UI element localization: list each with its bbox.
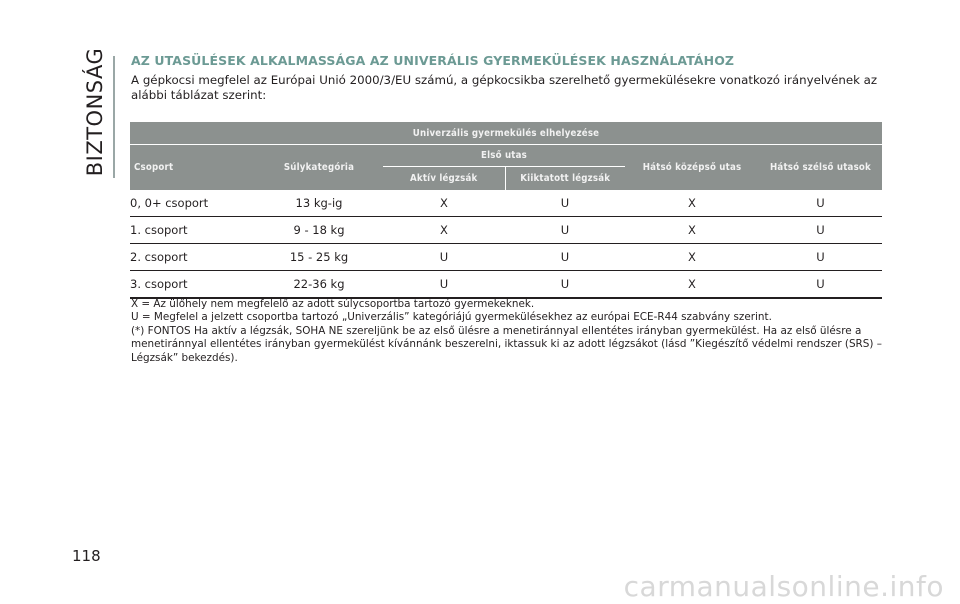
cell-rear-middle: X xyxy=(625,217,759,244)
cell-rear-middle: X xyxy=(625,244,759,271)
cell-weight: 13 kg-ig xyxy=(255,190,383,217)
cell-rear-side: U xyxy=(759,217,882,244)
cell-group: 2. csoport xyxy=(130,244,255,271)
table-row xyxy=(130,190,882,217)
cell-rear-side: U xyxy=(759,244,882,271)
header-rear-middle: Hátsó középső utas xyxy=(625,145,759,191)
intro-paragraph: A gépkocsi megfelel az Európai Unió 2000/3/EU számú, a gépkocsikba szerelhető gyermekülésekre vonatkozó irányelvének az alábbi táblázat szerint: xyxy=(131,73,878,102)
cell-airbag-active: X xyxy=(383,190,505,217)
header-rear-side: Hátsó szélső utasok xyxy=(759,145,882,191)
header-airbag-active: Aktív légzsák xyxy=(383,167,505,191)
cell-rear-middle: X xyxy=(625,190,759,217)
cell-weight: 9 - 18 kg xyxy=(255,217,383,244)
note-u: U = Megfelel a jelzett csoportba tartozó „Univerzális” kategóriájú gyermekülésekhez az európai ECE-R44 szabvány szerint. xyxy=(131,311,772,324)
cell-airbag-disabled: U xyxy=(505,271,625,299)
note-x: X = Az ülőhely nem megfelelő az adott súlycsoportba tartozó gyermekeknek. xyxy=(131,298,535,310)
section-divider xyxy=(113,56,115,178)
cell-group: 3. csoport xyxy=(130,271,255,299)
cell-airbag-disabled: U xyxy=(505,244,625,271)
cell-group: 0, 0+ csoport xyxy=(130,190,255,217)
cell-group: 1. csoport xyxy=(130,217,255,244)
cell-rear-side: U xyxy=(759,271,882,299)
cell-weight: 22-36 kg xyxy=(255,271,383,299)
table-notes xyxy=(131,298,883,365)
cell-rear-middle: X xyxy=(625,271,759,299)
header-airbag-disabled: Kiiktatott légzsák xyxy=(505,167,625,191)
table-group-header: Univerzális gyermekülés elhelyezése xyxy=(130,122,882,145)
section-label: BIZTONSÁG xyxy=(83,47,107,177)
header-group: Csoport xyxy=(130,145,255,191)
cell-airbag-active: U xyxy=(383,244,505,271)
cell-airbag-active: X xyxy=(383,217,505,244)
header-weight: Súlykategória xyxy=(255,145,383,191)
watermark: carmanualsonline.info xyxy=(623,570,944,603)
note-warning: (*) FONTOS Ha aktív a légzsák, SOHA NE szereljünk be az első ülésre a menetiránnyal ellentétes irányban gyermekülést. Ha az első ülésre a menetiránnyal ellentétes irányban gyermekülést kívánnánk beszerelni, iktassuk ki az adott légzsákot (lásd ”Kiegészítő védelmi rendszer (SRS) – Légzsák” bekezdés). xyxy=(131,324,882,364)
child-seat-table xyxy=(130,122,882,299)
table-row xyxy=(130,271,882,299)
page-number: 118 xyxy=(72,547,101,565)
cell-airbag-active: U xyxy=(383,271,505,299)
cell-airbag-disabled: U xyxy=(505,190,625,217)
page-heading: AZ UTASÜLÉSEK ALKALMASSÁGA AZ UNIVERÁLIS GYERMEKÜLÉSEK HASZNÁLATÁHOZ xyxy=(131,53,735,68)
table-row xyxy=(130,244,882,271)
cell-weight: 15 - 25 kg xyxy=(255,244,383,271)
table-row xyxy=(130,217,882,244)
header-front-passenger: Első utas xyxy=(383,145,625,167)
cell-airbag-disabled: U xyxy=(505,217,625,244)
cell-rear-side: U xyxy=(759,190,882,217)
section-tab xyxy=(80,46,110,178)
